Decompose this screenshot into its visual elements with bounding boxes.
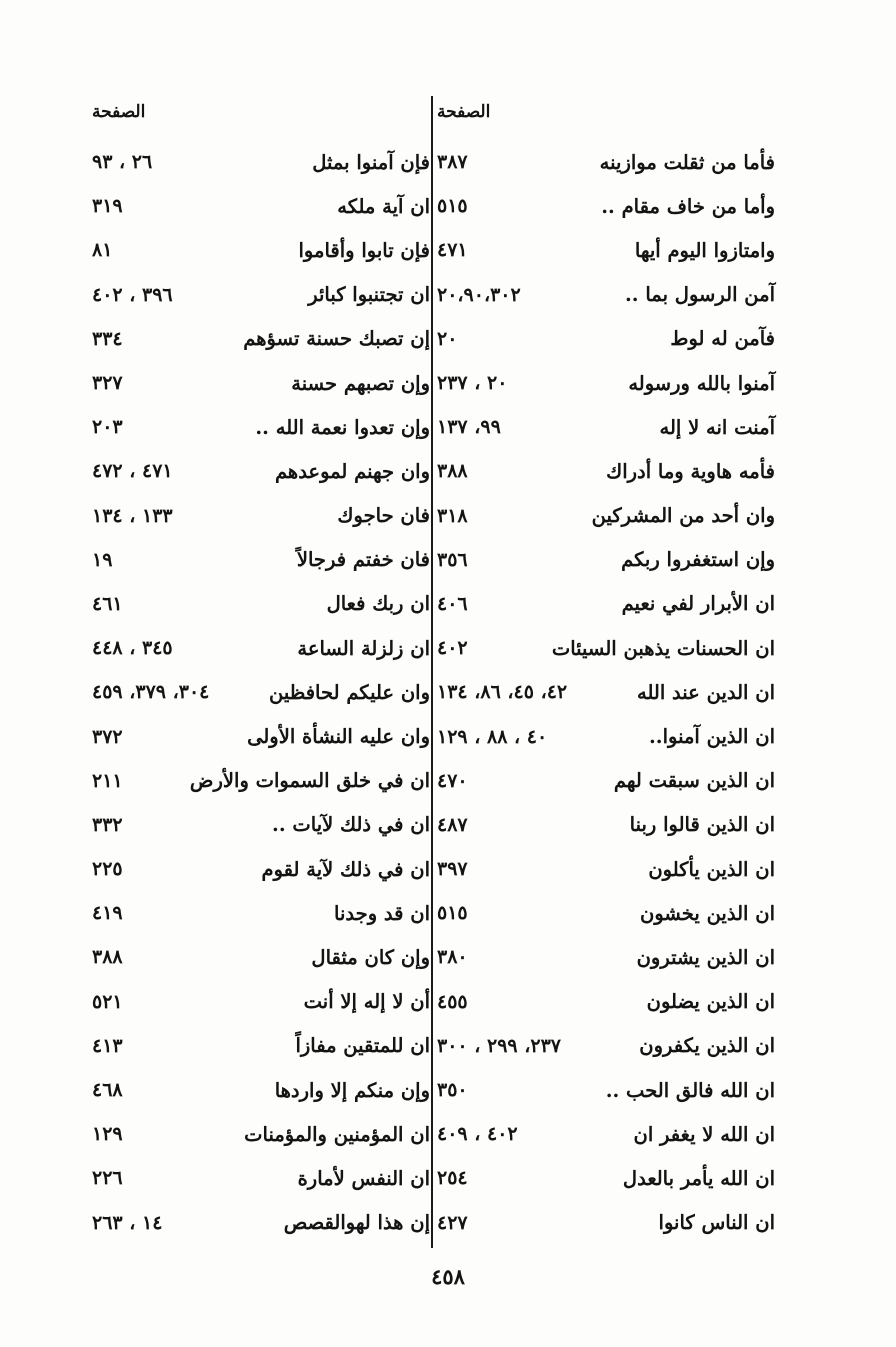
index-entry [437, 759, 775, 803]
index-entry [92, 317, 430, 361]
page-references: ٩٩، ١٣٧ [437, 416, 501, 439]
page-references: ٤٧١ [437, 239, 468, 262]
page-references: ٢٠،٩٠،٣٠٢ [437, 283, 521, 306]
index-entry [437, 1024, 775, 1068]
page-references: ٢٠٣ [92, 416, 123, 439]
index-term: ان آية ملكه [337, 194, 430, 218]
index-entry [437, 361, 775, 405]
index-entry [92, 140, 430, 184]
index-entry [92, 1156, 430, 1200]
page-references: ٤٧٠ [437, 769, 468, 792]
page-references: ٤٥٥ [437, 990, 468, 1013]
index-term: وأما من خاف مقام .. [601, 194, 775, 218]
index-entry [92, 980, 430, 1024]
index-term: إن تصبك حسنة تسؤهم [243, 327, 430, 351]
index-term: فان خفتم فرجالاً [296, 548, 430, 572]
page-references: ٤٠٢ [437, 637, 468, 660]
index-entry [437, 494, 775, 538]
index-entry [437, 714, 775, 758]
index-entry [437, 317, 775, 361]
index-entry [437, 405, 775, 449]
page-references: ٣٨٠ [437, 946, 468, 969]
index-entry [437, 980, 775, 1024]
index-term: ان الذين يكفرون [639, 1034, 775, 1058]
index-term: ان زلزلة الساعة [297, 636, 430, 660]
page-references: ٤١٩ [92, 902, 123, 925]
index-entry [92, 494, 430, 538]
index-entry [437, 891, 775, 935]
page-references: ٨١ [92, 239, 113, 262]
index-term: وان عليه النشأة الأولى [247, 725, 430, 749]
index-column-left [92, 96, 430, 1245]
index-entry [92, 449, 430, 493]
index-term: ان الذين يأكلون [648, 857, 775, 881]
index-term: وإن منكم إلا واردها [274, 1078, 430, 1102]
index-term: ان ربك فعال [326, 592, 430, 616]
index-term: فان حاجوك [337, 504, 430, 528]
column-header-page: الصفحة [437, 102, 491, 122]
index-term: وان عليكم لحافظين [269, 680, 430, 704]
page-references: ٢٥٤ [437, 1167, 468, 1190]
page-references: ٣٨٨ [437, 460, 468, 483]
page-references: ٤٦١ [92, 592, 123, 615]
index-column-right [437, 96, 775, 1245]
index-term: ان الله فالق الحب .. [605, 1078, 775, 1102]
index-term: ان قد وجدنا [334, 901, 430, 925]
page-references: ٣٥٠ [437, 1079, 468, 1102]
page-references: ٥١٥ [437, 195, 468, 218]
page-references: ٢٢٦ [92, 1167, 123, 1190]
index-entry [92, 759, 430, 803]
index-term: فإن آمنوا بمثل [312, 150, 430, 174]
index-entry [437, 1156, 775, 1200]
index-term: آمنوا بالله ورسوله [628, 371, 775, 395]
index-entry [437, 449, 775, 493]
page-references: ٢٠ [437, 327, 458, 350]
index-entry [92, 538, 430, 582]
index-entry [437, 1068, 775, 1112]
index-entry [92, 1112, 430, 1156]
page-references: ٤٢٧ [437, 1211, 468, 1234]
page-references: ٤٧١ ، ٤٧٢ [92, 460, 173, 483]
index-term: ان الناس كانوا [658, 1211, 775, 1235]
index-term: وإن تعدوا نعمة الله .. [255, 415, 430, 439]
index-entry [92, 361, 430, 405]
page-references: ٣٩٦ ، ٤٠٢ [92, 283, 173, 306]
page-references: ٣٤٥ ، ٤٤٨ [92, 637, 173, 660]
index-entry [92, 891, 430, 935]
index-term: وامتازوا اليوم أيها [634, 238, 775, 262]
index-term: ان تجتنبوا كبائر [308, 283, 430, 307]
page-references: ٣٠٤، ٣٧٩، ٤٥٩ [92, 681, 210, 704]
index-term: وإن استغفروا ربكم [621, 548, 775, 572]
page-references: ١٤ ، ٢٦٣ [92, 1211, 163, 1234]
index-term: أن لا إله إلا أنت [303, 990, 430, 1014]
index-term: فأما من ثقلت موازينه [599, 150, 775, 174]
index-term: إن هذا لهوالقصص [283, 1211, 430, 1235]
index-entry [437, 228, 775, 272]
index-entry [92, 626, 430, 670]
index-term: ان الذين آمنوا.. [649, 725, 775, 749]
index-entry [92, 803, 430, 847]
page-references: ٤٠ ، ٨٨ ، ١٢٩ [437, 725, 548, 748]
page-references: ٣٢٧ [92, 372, 123, 395]
index-term: ان في خلق السموات والأرض [189, 769, 430, 793]
index-term: وان جهنم لموعدهم [274, 459, 430, 483]
index-entry [437, 847, 775, 891]
page-references: ٤٦٨ [92, 1079, 123, 1102]
page-references: ٣٣٤ [92, 327, 123, 350]
page-references: ٣٩٧ [437, 858, 468, 881]
index-term: وإن كان مثقال [311, 945, 430, 969]
index-entry [437, 273, 775, 317]
page-references: ١٣٣ ، ١٣٤ [92, 504, 173, 527]
index-list-right [437, 140, 775, 1245]
page-references: ٢٣٧، ٢٩٩ ، ٣٠٠ [437, 1034, 561, 1057]
index-term: وان أحد من المشركين [591, 504, 775, 528]
page-references: ٤٢، ٤٥، ٨٦، ١٣٤ [437, 681, 568, 704]
index-entry [437, 935, 775, 979]
index-term: ان الذين يخشون [640, 901, 775, 925]
page-references: ١٢٩ [92, 1123, 123, 1146]
index-entry [92, 582, 430, 626]
column-divider [431, 96, 433, 1248]
index-entry [92, 670, 430, 714]
index-term: ان الحسنات يذهبن السيئات [551, 636, 775, 660]
index-term: آمنت انه لا إله [659, 415, 775, 439]
index-term: ان في ذلك لآيات .. [272, 813, 430, 837]
page-references: ٥١٥ [437, 902, 468, 925]
index-entry [437, 538, 775, 582]
page-references: ٢٦ ، ٩٣ [92, 151, 153, 174]
page-references: ٤٠٦ [437, 592, 468, 615]
index-term: فإن تابوا وأقاموا [298, 238, 430, 262]
column-header-page: الصفحة [92, 102, 146, 122]
index-entry [92, 714, 430, 758]
index-entry [92, 1068, 430, 1112]
index-entry [437, 626, 775, 670]
index-term: ان للمتقين مفازاً [295, 1034, 430, 1058]
page-references: ٣٥٦ [437, 548, 468, 571]
index-entry [92, 228, 430, 272]
index-term: ان الأبرار لفي نعيم [621, 592, 775, 616]
page-references: ٢١١ [92, 769, 123, 792]
page-references: ٢٢٥ [92, 858, 123, 881]
index-entry [437, 803, 775, 847]
index-entry [92, 847, 430, 891]
index-term: ان في ذلك لآية لقوم [261, 857, 430, 881]
index-entry [92, 184, 430, 228]
index-term: ان المؤمنين والمؤمنات [244, 1122, 430, 1146]
index-term: فآمن له لوط [670, 327, 775, 351]
page-references: ٣٨٧ [437, 151, 468, 174]
index-term: آمن الرسول بما .. [625, 283, 775, 307]
index-term: ان الذين قالوا ربنا [629, 813, 775, 837]
page-references: ٤١٣ [92, 1034, 123, 1057]
index-term: ان الله لا يغفر ان [633, 1122, 775, 1146]
index-entry [437, 140, 775, 184]
page-references: ٣١٩ [92, 195, 123, 218]
index-entry [92, 405, 430, 449]
index-term: ان الله يأمر بالعدل [622, 1166, 775, 1190]
page-references: ٣٣٢ [92, 813, 123, 836]
index-term: وإن تصبهم حسنة [291, 371, 430, 395]
index-entry [437, 1112, 775, 1156]
index-entry [437, 582, 775, 626]
index-entry [92, 1024, 430, 1068]
index-entry [92, 273, 430, 317]
index-entry [92, 1201, 430, 1245]
index-term: ان الدين عند الله [637, 680, 775, 704]
index-entry [437, 670, 775, 714]
page-references: ١٩ [92, 548, 113, 571]
page-references: ٢٠ ، ٢٣٧ [437, 372, 508, 395]
index-term: ان الذين يضلون [646, 990, 775, 1014]
index-entry [437, 1201, 775, 1245]
page-references: ٣٨٨ [92, 946, 123, 969]
page-number: ٤٥٨ [431, 1264, 465, 1289]
page-references: ٤٨٧ [437, 813, 468, 836]
index-entry [437, 184, 775, 228]
page-references: ٣٧٢ [92, 725, 123, 748]
page-references: ٣١٨ [437, 504, 468, 527]
index-term: ان النفس لأمارة [297, 1166, 430, 1190]
index-term: فأمه هاوية وما أدراك [606, 459, 775, 483]
index-entry [92, 935, 430, 979]
page-references: ٤٠٢ ، ٤٠٩ [437, 1123, 518, 1146]
index-term: ان الذين سبقت لهم [613, 769, 775, 793]
page-references: ٥٢١ [92, 990, 123, 1013]
index-term: ان الذين يشترون [636, 945, 775, 969]
index-list-left [92, 140, 430, 1245]
